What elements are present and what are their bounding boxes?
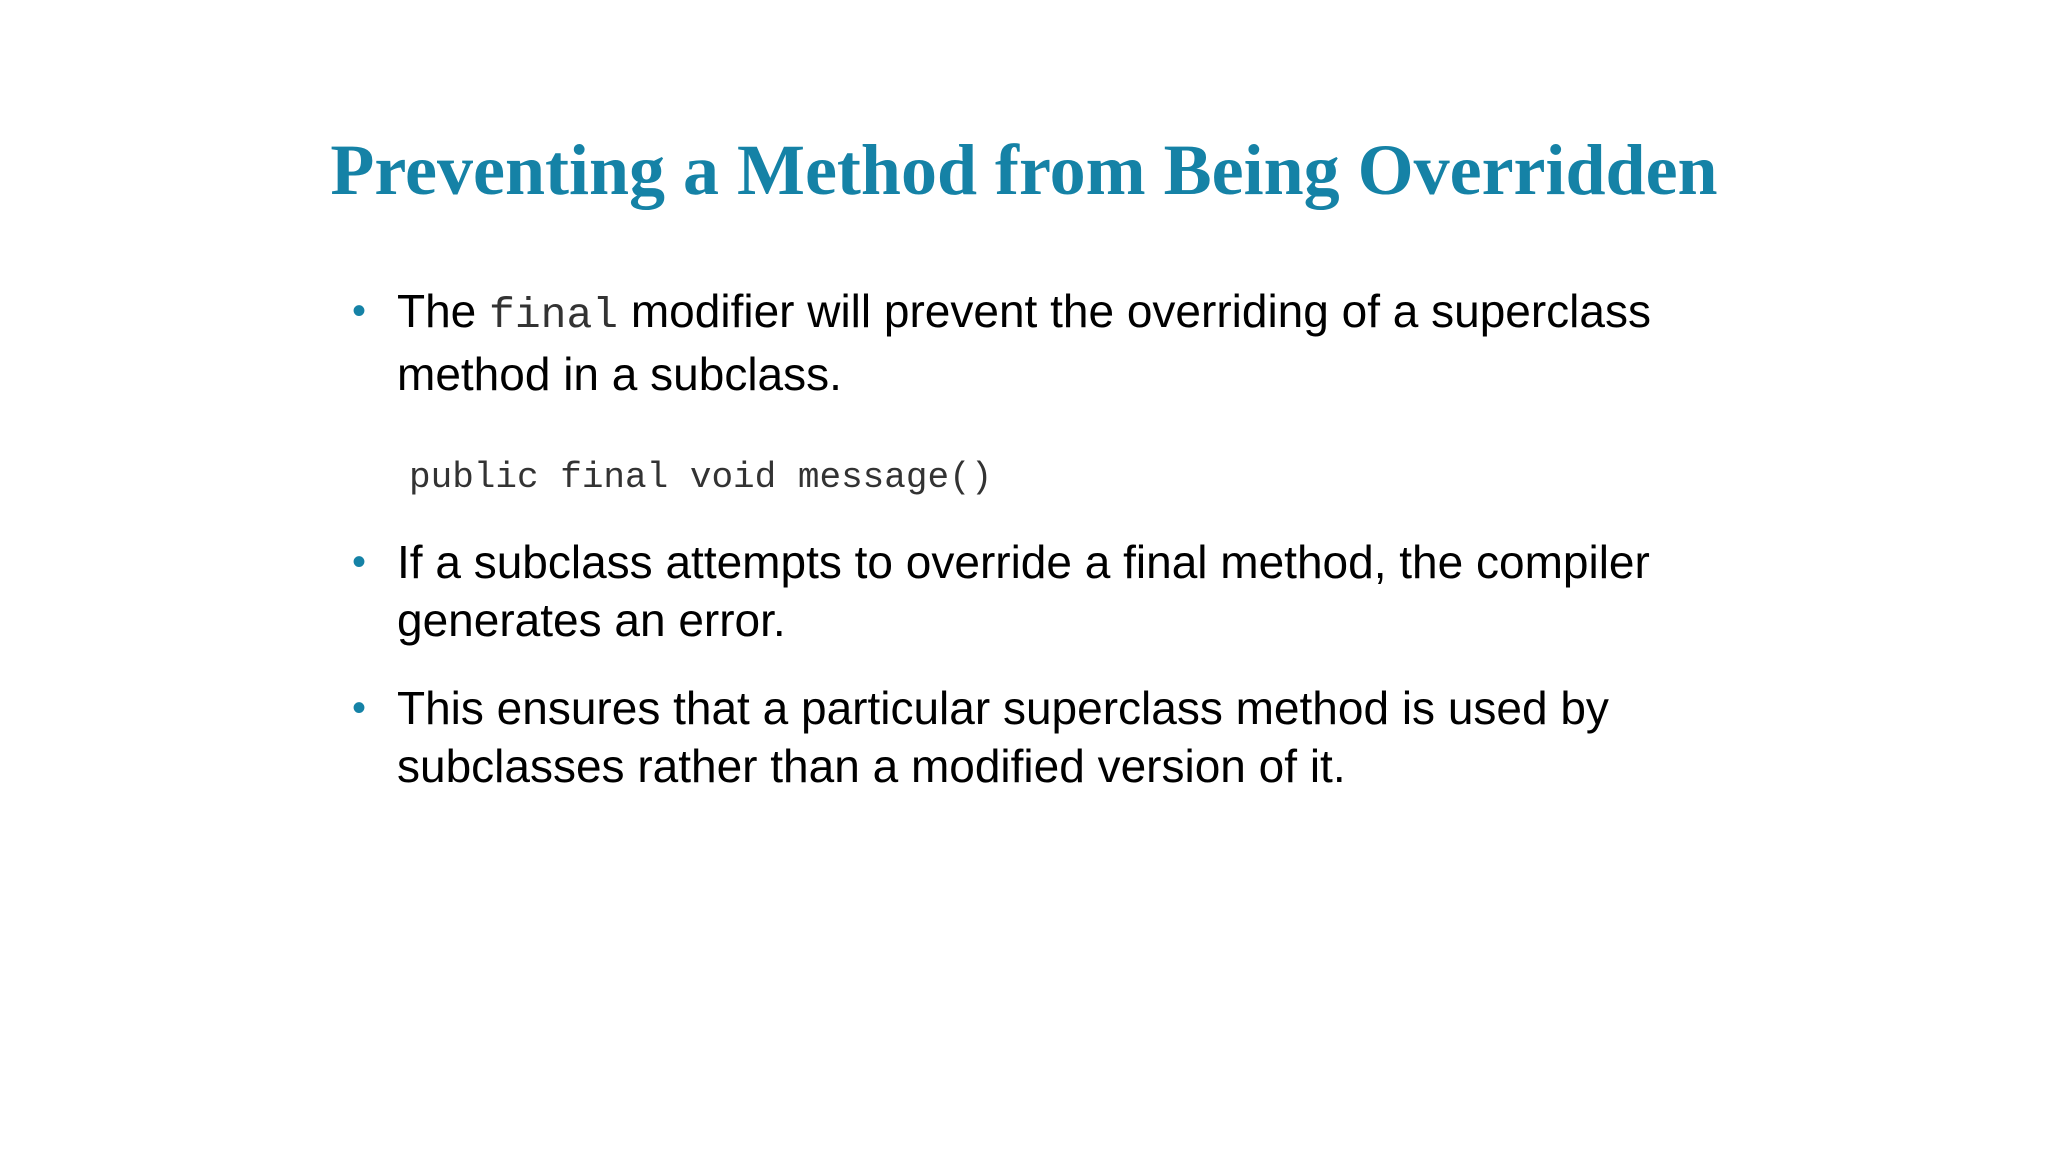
bullet-dot: • (352, 289, 367, 333)
slide-title: Preventing a Method from Being Overridden (330, 130, 1718, 210)
bullet-text-before: The (397, 285, 490, 337)
bullet-item-final-modifier (352, 282, 1752, 403)
bullet-item-compiler-error (352, 533, 1752, 649)
bullet-dot: • (352, 686, 367, 730)
bullet-dot: • (352, 540, 367, 584)
inline-code-final: final (489, 291, 619, 340)
bullet-text: This ensures that a particular superclass method is used by subclasses rather than a modified version of it. (397, 682, 1609, 792)
code-example: public final void message() (409, 457, 993, 498)
bullet-text: If a subclass attempts to override a final method, the compiler generates an error. (397, 536, 1650, 646)
bullet-text-after: modifier will prevent the overriding of a superclass method in a subclass. (397, 285, 1651, 400)
bullet-item-ensures (352, 679, 1752, 795)
bullet-list (352, 282, 1752, 795)
